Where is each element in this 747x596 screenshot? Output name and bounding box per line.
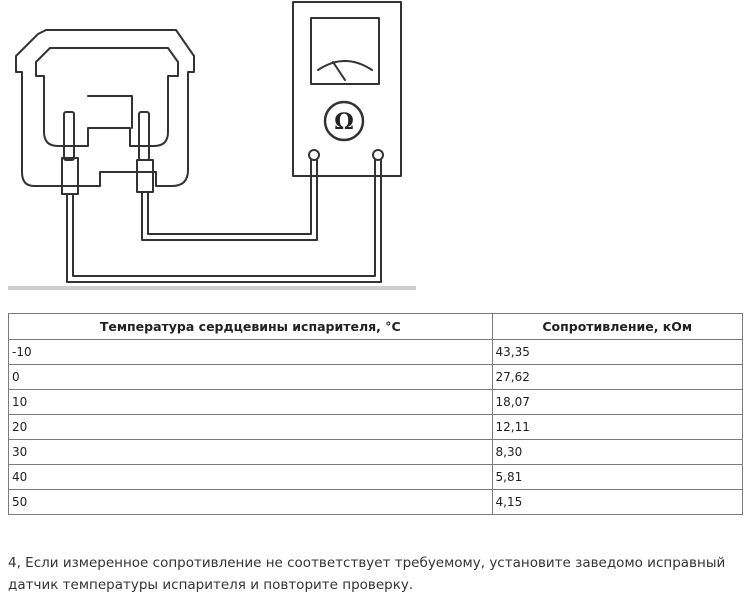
temperature-cell: 50	[9, 490, 493, 515]
resistance-cell: 8,30	[492, 440, 743, 465]
resistance-cell: 4,15	[492, 490, 743, 515]
resistance-cell: 43,35	[492, 340, 743, 365]
resistance-cell: 12,11	[492, 415, 743, 440]
table-row	[9, 340, 743, 365]
resistance-cell: 27,62	[492, 365, 743, 390]
table-row	[9, 415, 743, 440]
resistance-table	[8, 313, 743, 515]
meter-needle	[333, 62, 345, 80]
meter-scale-window	[311, 18, 379, 84]
table-row	[9, 490, 743, 515]
resistance-cell: 18,07	[492, 390, 743, 415]
meter-terminal-left	[309, 150, 319, 160]
instruction-note: 4, Если измеренное сопротивление не соответствует требуемому, установите заведомо исправный датчик температуры испарителя и повторите проверку.	[8, 554, 726, 593]
resistance-cell: 5,81	[492, 465, 743, 490]
meter-scale-arc	[318, 61, 372, 70]
temperature-cell: 20	[9, 415, 493, 440]
wiring-illustration	[8, 0, 416, 290]
temperature-cell: 30	[9, 440, 493, 465]
lead-wire-2	[67, 160, 381, 282]
temperature-cell: 10	[9, 390, 493, 415]
sensor-ohmmeter-diagram	[8, 0, 416, 290]
table-row	[9, 440, 743, 465]
table-row	[9, 390, 743, 415]
header-resistance: Сопротивление, кОм	[492, 314, 743, 340]
temperature-cell: 40	[9, 465, 493, 490]
probe-clip-right	[137, 160, 153, 192]
table-row	[9, 365, 743, 390]
meter-terminal-right	[373, 150, 383, 160]
lead-wire-1	[142, 160, 317, 240]
probe-clip-left	[62, 158, 78, 194]
sensor-connector-key	[88, 96, 132, 128]
ohm-symbol: Ω	[334, 109, 354, 135]
terminal-pin-left	[64, 112, 74, 160]
table-row	[9, 465, 743, 490]
temperature-cell: -10	[9, 340, 493, 365]
terminal-pin-right	[139, 112, 149, 160]
ohmmeter-body	[293, 2, 401, 176]
resistance-table-container	[8, 313, 743, 515]
temperature-cell: 0	[9, 365, 493, 390]
table-header-row	[9, 314, 743, 340]
header-temperature: Температура сердцевины испарителя, °С	[9, 314, 493, 340]
